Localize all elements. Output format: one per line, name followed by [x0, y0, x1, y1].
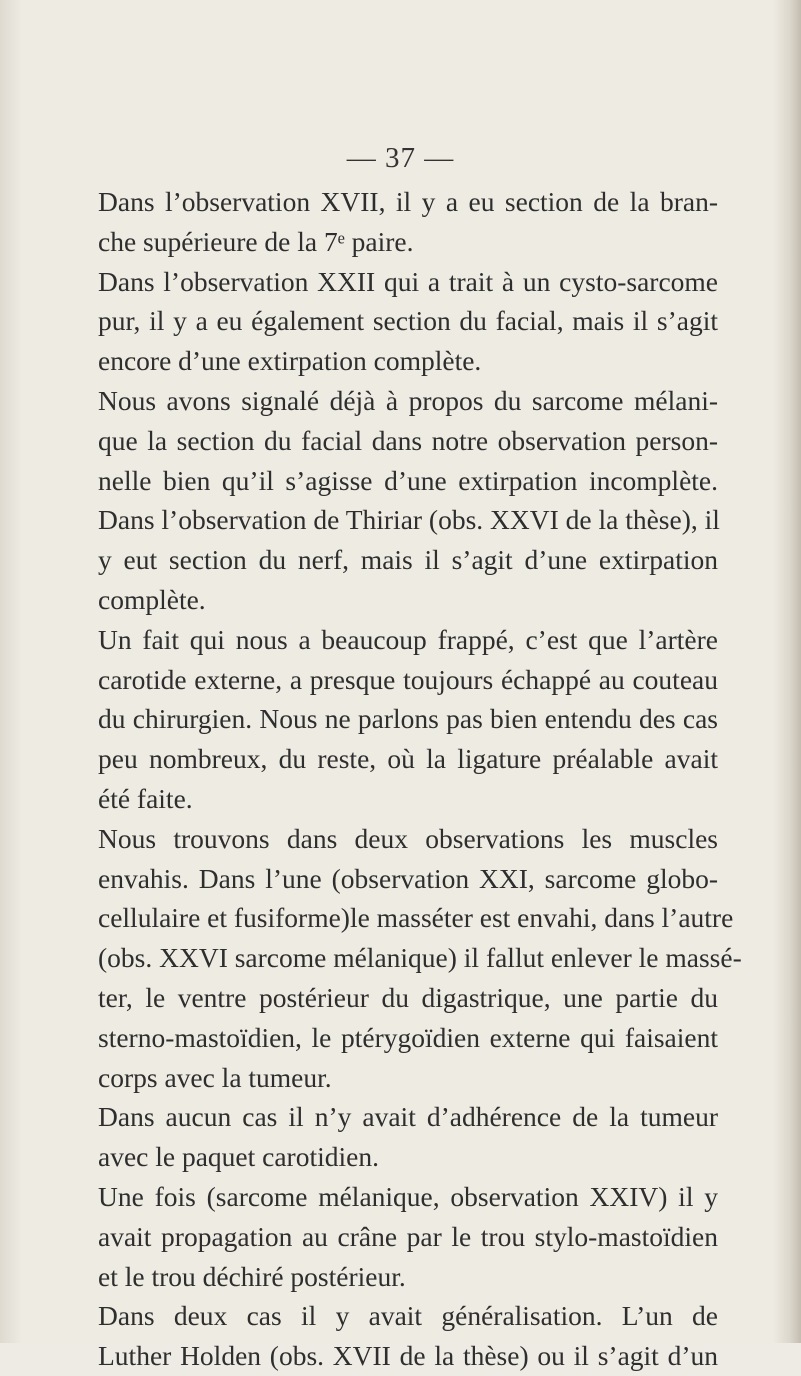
text-line: avait propagation au crâne par le trou stylo-mastoïdien: [98, 1220, 718, 1252]
body-text: [98, 182, 742, 1376]
text-line: che supérieure de la 7ᵉ paire.: [98, 225, 414, 257]
text-line: Une fois (sarcome mélanique, observation XXIV) il y: [98, 1180, 718, 1212]
text-line: ter, le ventre postérieur du digastrique, une partie du: [98, 981, 718, 1013]
text-line: Dans l’observation XVII, il y a eu section de la bran-: [98, 186, 718, 217]
text-line: du chirurgien. Nous ne parlons pas bien entendu des cas: [98, 703, 718, 735]
text-line: Dans aucun cas il n’y avait d’adhérence de la tumeur: [98, 1101, 718, 1133]
text-line: sterno-mastoïdien, le ptérygoïdien externe qui faisaient: [98, 1021, 718, 1053]
text-line: Nous avons signalé déjà à propos du sarcome mélani-: [98, 384, 718, 416]
text-line: que la section du facial dans notre observation person-: [98, 424, 718, 456]
text-line: Un fait qui nous a beaucoup frappé, c’est que l’artère: [98, 623, 718, 655]
text-line: pur, il y a eu également section du facial, mais il s’agit: [98, 305, 718, 337]
text-line: peu nombreux, du reste, où la ligature préalable avait: [98, 743, 718, 775]
text-line: (obs. XXVI sarcome mélanique) il fallut enlever le massé-: [98, 942, 742, 974]
page-edge-shading: [773, 0, 801, 1343]
page-number: — 37 —: [346, 142, 455, 174]
text-line: Dans l’observation de Thiriar (obs. XXVI de la thèse), il: [98, 504, 720, 536]
text-line: Dans deux cas il y avait généralisation. L’un de: [98, 1300, 718, 1332]
text-line: encore d’une extirpation complète.: [98, 345, 482, 377]
text-line: et le trou déchiré postérieur.: [98, 1260, 406, 1292]
text-line: cellulaire et fusiforme)le masséter est envahi, dans l’autre: [98, 902, 734, 934]
text-line: envahis. Dans l’une (observation XXI, sarcome globo-: [98, 862, 718, 894]
text-line: avec le paquet carotidien.: [98, 1141, 379, 1173]
text-line: carotide externe, a presque toujours échappé au couteau: [98, 663, 718, 695]
text-line: Nous trouvons dans deux observations les muscles: [98, 822, 718, 854]
text-line: nelle bien qu’il s’agisse d’une extirpation incomplète.: [98, 464, 718, 496]
text-line: été faite.: [98, 782, 193, 814]
text-line: corps avec la tumeur.: [98, 1061, 332, 1093]
text-line: y eut section du nerf, mais il s’agit d’une extirpation: [98, 544, 718, 576]
page-left-shading: [0, 0, 22, 1343]
text-line: Dans l’observation XXII qui a trait à un cysto-sarcome: [98, 265, 718, 297]
text-line: Luther Holden (obs. XVII de la thèse) ou il s’agit d’un: [98, 1340, 718, 1372]
text-line: complète.: [98, 583, 206, 615]
